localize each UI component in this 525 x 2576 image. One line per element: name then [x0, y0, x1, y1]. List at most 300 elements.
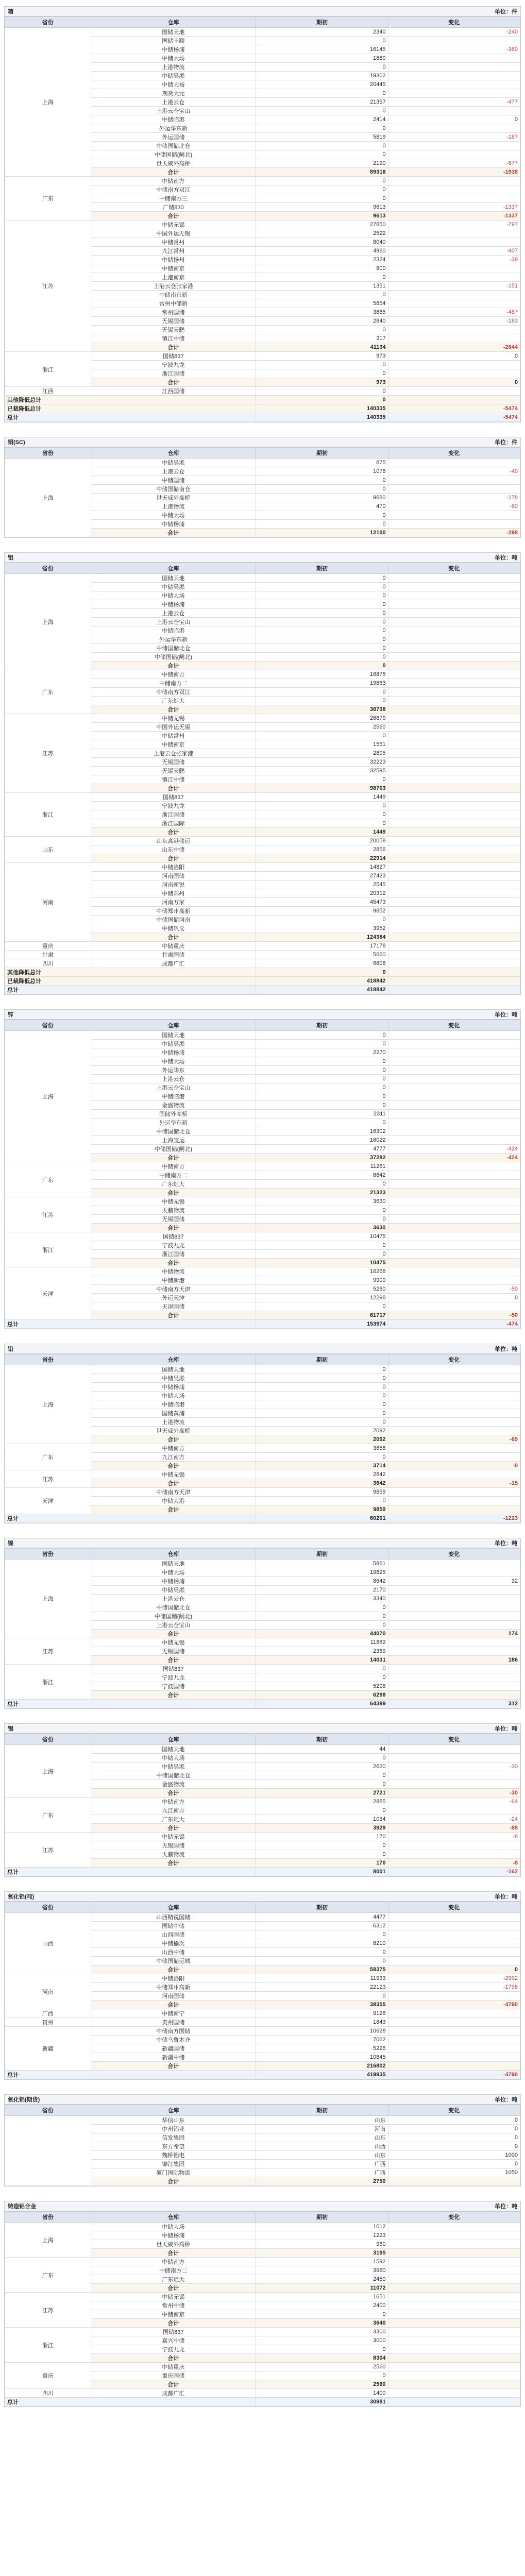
delta-cell — [388, 1302, 520, 1311]
warehouse-cell: 中储国储 — [91, 476, 256, 485]
delta-cell: -298 — [388, 529, 520, 537]
total-label: 总计 — [5, 413, 256, 422]
unit-label: 单位：吨 — [495, 2204, 517, 2210]
qty-cell: 1843 — [256, 2018, 388, 2027]
qty-cell: 0 — [256, 150, 388, 159]
qty-cell: 0 — [256, 361, 388, 369]
warehouse-cell: 镇江中储 — [91, 775, 256, 784]
warehouse-cell: 中储吴淞 — [91, 1374, 256, 1383]
column-header: 省份 — [5, 2212, 91, 2223]
delta-cell — [388, 369, 520, 378]
qty-cell: 0 — [256, 1180, 388, 1189]
region-cell: 江苏 — [5, 1638, 91, 1665]
table-row — [5, 2389, 520, 2398]
qty-cell: 1449 — [256, 828, 388, 837]
warehouse-cell: 中储国储北仓 — [91, 1127, 256, 1136]
warehouse-cell: 国储丰顺 — [91, 37, 256, 45]
qty-cell: 3642 — [256, 1479, 388, 1488]
warehouse-cell: 华信山东 — [91, 2116, 256, 2125]
delta-cell — [388, 1841, 520, 1850]
delta-cell — [388, 238, 520, 247]
delta-cell — [388, 1771, 520, 1780]
subtotal-label: 合计 — [91, 1505, 256, 1514]
qty-cell: 0 — [256, 511, 388, 520]
subtotal-label: 合计 — [91, 1154, 256, 1162]
section — [4, 1723, 521, 1877]
subtotal-label: 合计 — [91, 378, 256, 387]
warehouse-cell: 中储洛阳 — [91, 863, 256, 872]
warehouse-cell: 中储大场 — [91, 591, 256, 600]
qty-cell: 3714 — [256, 1462, 388, 1470]
warehouse-cell: 外运华东新 — [91, 124, 256, 133]
qty-cell: 0 — [256, 1075, 388, 1083]
warehouse-cell: 九江南方 — [91, 1453, 256, 1462]
delta-cell: 1000 — [388, 2151, 520, 2160]
delta-cell — [388, 758, 520, 767]
warehouse-cell: 中储南京新 — [91, 291, 256, 299]
warehouse-cell: 中储国储北仓 — [91, 1603, 256, 1612]
subtotal-label: 合计 — [91, 2062, 256, 2071]
delta-cell — [388, 2240, 520, 2249]
qty-cell: 0 — [256, 273, 388, 282]
table-row — [5, 352, 520, 361]
column-header: 变化 — [388, 2105, 520, 2116]
delta-cell: -5474 — [388, 413, 520, 422]
qty-cell: 0 — [256, 124, 388, 133]
warehouse-cell: 中储物流 — [91, 1267, 256, 1276]
table-header-row — [5, 1902, 520, 1913]
delta-cell — [388, 54, 520, 63]
warehouse-cell: 金盛物流 — [91, 1780, 256, 1789]
warehouse-cell: 中储南方天津 — [91, 1285, 256, 1294]
qty-cell: 16268 — [256, 1267, 388, 1276]
warehouse-cell: 无锡天鹏 — [91, 767, 256, 775]
qty-cell: 0 — [256, 653, 388, 662]
warehouse-cell: 无锡国储 — [91, 1215, 256, 1224]
inventory-table — [5, 16, 520, 422]
warehouse-cell: 世天威外高桥 — [91, 494, 256, 502]
table-row — [5, 1444, 520, 1453]
qty-cell: 0 — [256, 1118, 388, 1127]
warehouse-cell: 中储榆次 — [91, 1939, 256, 1948]
warehouse-cell: 浙江国储 — [91, 1250, 256, 1259]
warehouse-cell: 中储临港 — [91, 1092, 256, 1101]
delta-cell — [388, 2177, 520, 2186]
region-cell: 山东 — [5, 837, 91, 863]
qty-cell: 山西 — [256, 2142, 388, 2151]
qty-cell: 0 — [256, 1066, 388, 1075]
warehouse-cell: 无锡国储 — [91, 1841, 256, 1850]
qty-cell: 10845 — [256, 2053, 388, 2062]
qty-cell: 37282 — [256, 1154, 388, 1162]
warehouse-cell: 上港云仓 — [91, 98, 256, 107]
inventory-table — [5, 1548, 520, 1708]
qty-cell: 2324 — [256, 256, 388, 264]
warehouse-cell: 中储新港 — [91, 1276, 256, 1285]
inventory-table — [5, 2211, 520, 2406]
table-row — [5, 2223, 520, 2231]
region-cell: 天津 — [5, 1488, 91, 1514]
delta-cell — [388, 1444, 520, 1453]
delta-cell: 0 — [388, 2116, 520, 2125]
region-cell: 天津 — [5, 1267, 91, 1320]
extra-total-row — [5, 968, 520, 977]
delta-cell — [388, 2036, 520, 2044]
delta-cell — [388, 1075, 520, 1083]
delta-cell — [388, 1267, 520, 1276]
section-header — [5, 1538, 520, 1548]
warehouse-cell: 新疆中储 — [91, 2053, 256, 2062]
warehouse-cell: 中储国储(闸北) — [91, 1145, 256, 1154]
qty-cell: 0 — [256, 2310, 388, 2319]
column-header: 仓库 — [91, 2212, 256, 2223]
column-header: 期初 — [256, 448, 388, 459]
delta-cell: -407 — [388, 247, 520, 256]
warehouse-cell: 中储国储南仓 — [91, 485, 256, 494]
delta-cell — [388, 977, 520, 986]
delta-cell — [388, 1171, 520, 1180]
delta-cell — [388, 2389, 520, 2398]
delta-cell: -1337 — [388, 203, 520, 212]
column-header: 仓库 — [91, 448, 256, 459]
total-label: 总计 — [5, 2071, 256, 2079]
delta-cell — [388, 863, 520, 872]
delta-cell — [388, 72, 520, 80]
warehouse-cell: 中储无锡 — [91, 1470, 256, 1479]
section — [4, 437, 521, 538]
warehouse-cell: 上港物流 — [91, 1418, 256, 1427]
qty-cell: 1223 — [256, 2231, 388, 2240]
column-header: 变化 — [388, 2212, 520, 2223]
region-cell: 上海 — [5, 1745, 91, 1798]
qty-cell: 800 — [256, 264, 388, 273]
delta-cell — [388, 150, 520, 159]
warehouse-cell: 宁波九龙 — [91, 802, 256, 810]
column-header: 变化 — [388, 448, 520, 459]
delta-cell — [388, 2398, 520, 2406]
warehouse-cell: 中储临港 — [91, 626, 256, 635]
warehouse-cell: 新疆国储 — [91, 2044, 256, 2053]
delta-cell — [388, 1418, 520, 1427]
delta-cell: 32 — [388, 1577, 520, 1586]
subtotal-label: 合计 — [91, 1789, 256, 1798]
warehouse-cell: 嘉兴中储 — [91, 2336, 256, 2345]
qty-cell: 60201 — [256, 1514, 388, 1523]
qty-cell: 0 — [256, 626, 388, 635]
warehouse-cell: 中储大场 — [91, 1568, 256, 1577]
warehouse-cell: 中储国储运城 — [91, 1957, 256, 1965]
delta-cell — [388, 1189, 520, 1197]
delta-cell — [388, 1083, 520, 1092]
qty-cell: 140335 — [256, 413, 388, 422]
subtotal-label: 合计 — [91, 212, 256, 221]
qty-cell: 419935 — [256, 2071, 388, 2079]
table-row — [5, 2018, 520, 2027]
delta-cell — [388, 1092, 520, 1101]
section-header — [5, 2095, 520, 2105]
subtotal-label: 合计 — [91, 1311, 256, 1320]
delta-cell — [388, 653, 520, 662]
region-cell: 四川 — [5, 959, 91, 968]
warehouse-cell: 中储重庆 — [91, 942, 256, 951]
warehouse-cell: 中储南京 — [91, 264, 256, 273]
warehouse-cell: 天津国储 — [91, 1302, 256, 1311]
warehouse-cell: 金盛物流 — [91, 1101, 256, 1110]
qty-cell: 2414 — [256, 115, 388, 124]
warehouse-cell: 外运天津 — [91, 1294, 256, 1302]
warehouse-cell: 中储吴淞 — [91, 1586, 256, 1595]
qty-cell: 317 — [256, 334, 388, 343]
warehouse-cell: 中储国储(闸北) — [91, 150, 256, 159]
subtotal-label: 合计 — [91, 2284, 256, 2293]
delta-cell — [388, 2062, 520, 2071]
qty-cell: 9852 — [256, 907, 388, 916]
column-header: 仓库 — [91, 1734, 256, 1745]
qty-cell: 0 — [256, 1453, 388, 1462]
qty-cell: 0 — [256, 1930, 388, 1939]
qty-cell: 153974 — [256, 1320, 388, 1329]
delta-cell — [388, 1127, 520, 1136]
warehouse-cell: 中储扬州 — [91, 256, 256, 264]
warehouse-cell: 上港云仓宝山 — [91, 1083, 256, 1092]
delta-cell — [388, 1673, 520, 1682]
qty-cell: 8040 — [256, 238, 388, 247]
inventory-table — [5, 447, 520, 537]
warehouse-cell: 上港物流 — [91, 502, 256, 511]
qty-cell: 14827 — [256, 863, 388, 872]
table-row — [5, 714, 520, 723]
delta-cell — [388, 2231, 520, 2240]
warehouse-cell: 国储837 — [91, 1232, 256, 1241]
table-header-row — [5, 448, 520, 459]
subtotal-label: 合计 — [91, 1859, 256, 1868]
delta-cell: -50 — [388, 1311, 520, 1320]
delta-cell — [388, 1595, 520, 1603]
delta-cell — [388, 2027, 520, 2036]
delta-cell: -1223 — [388, 1514, 520, 1523]
warehouse-cell: 上港云仓宝山 — [91, 1621, 256, 1630]
inventory-table — [5, 1734, 520, 1876]
qty-cell: 9613 — [256, 212, 388, 221]
column-header: 仓库 — [91, 1020, 256, 1031]
qty-cell: 0 — [256, 1365, 388, 1374]
table-row — [5, 1162, 520, 1171]
warehouse-cell: 中储南方二 — [91, 1171, 256, 1180]
delta-cell — [388, 1066, 520, 1075]
delta-cell: -1337 — [388, 212, 520, 221]
region-cell: 广东 — [5, 1798, 91, 1833]
warehouse-cell: 中储大场 — [91, 511, 256, 520]
qty-cell: 1651 — [256, 2293, 388, 2301]
delta-cell: 312 — [388, 1700, 520, 1708]
qty-cell: 3865 — [256, 308, 388, 317]
region-cell: 江苏 — [5, 221, 91, 352]
warehouse-cell: 中储大杨 — [91, 80, 256, 89]
qty-cell: 16022 — [256, 1136, 388, 1145]
delta-cell — [388, 2345, 520, 2354]
column-header: 变化 — [388, 563, 520, 574]
qty-cell: 4777 — [256, 1145, 388, 1154]
subtotal-label: 合计 — [91, 854, 256, 863]
subtotal-label: 合计 — [91, 343, 256, 352]
qty-cell: 2560 — [256, 2363, 388, 2371]
delta-cell — [388, 767, 520, 775]
warehouse-cell: 中储南方双江 — [91, 185, 256, 194]
warehouse-cell: 中储郑州高新 — [91, 1983, 256, 1992]
subtotal-label: 合计 — [91, 1462, 256, 1470]
table-row — [5, 1031, 520, 1040]
delta-cell — [388, 1180, 520, 1189]
delta-cell — [388, 1250, 520, 1259]
warehouse-cell: 中储大场 — [91, 1392, 256, 1400]
qty-cell: 8642 — [256, 1171, 388, 1180]
section-title: 锌 — [8, 1012, 13, 1018]
delta-cell — [388, 889, 520, 898]
delta-cell — [388, 662, 520, 670]
section-header — [5, 1010, 520, 1020]
region-cell: 贵州 — [5, 2018, 91, 2027]
table-row — [5, 387, 520, 396]
delta-cell — [388, 600, 520, 609]
qty-cell: 0 — [256, 107, 388, 115]
qty-cell: 61717 — [256, 1311, 388, 1320]
warehouse-cell: 中储国储河南 — [91, 916, 256, 924]
section — [4, 1009, 521, 1329]
warehouse-cell: 山西中储 — [91, 1948, 256, 1957]
qty-cell: 0 — [256, 1215, 388, 1224]
qty-cell: 0 — [256, 185, 388, 194]
section — [4, 2201, 521, 2407]
warehouse-cell: 河南国储 — [91, 872, 256, 880]
subtotal-label: 合计 — [91, 1656, 256, 1665]
delta-cell — [388, 2249, 520, 2258]
delta-cell — [388, 1224, 520, 1232]
delta-cell — [388, 1400, 520, 1409]
column-header: 仓库 — [91, 1902, 256, 1913]
delta-cell — [388, 1040, 520, 1048]
qty-cell: 0 — [256, 1392, 388, 1400]
qty-cell: 0 — [256, 177, 388, 185]
column-header: 仓库 — [91, 17, 256, 28]
delta-cell: -183 — [388, 317, 520, 326]
warehouse-cell: 中储大场 — [91, 1057, 256, 1066]
qty-cell: 0 — [256, 387, 388, 396]
warehouse-cell: 世天威外高桥 — [91, 159, 256, 168]
warehouse-cell: 中储国储(闸北) — [91, 653, 256, 662]
delta-cell: -40 — [388, 467, 520, 476]
inventory-table — [5, 1354, 520, 1523]
qty-cell: 0 — [256, 1418, 388, 1427]
qty-cell: 8304 — [256, 2354, 388, 2363]
qty-cell: 11882 — [256, 1638, 388, 1647]
subtotal-label: 合计 — [91, 828, 256, 837]
table-row — [5, 2027, 520, 2036]
delta-cell — [388, 1780, 520, 1789]
warehouse-cell: 中储大场 — [91, 2223, 256, 2231]
qty-cell: 0 — [256, 1850, 388, 1859]
section-header — [5, 7, 520, 16]
delta-cell — [388, 2319, 520, 2328]
qty-cell: 0 — [256, 1400, 388, 1409]
table-row — [5, 1974, 520, 1983]
warehouse-cell: 中储吴淞 — [91, 1040, 256, 1048]
qty-cell: 0 — [256, 1806, 388, 1815]
warehouse-cell: 外运国储 — [91, 133, 256, 142]
delta-cell — [388, 291, 520, 299]
warehouse-cell: 期货大元 — [91, 89, 256, 98]
delta-cell: -360 — [388, 45, 520, 54]
warehouse-cell: 中储国储北仓 — [91, 142, 256, 150]
qty-cell: 20445 — [256, 80, 388, 89]
column-header: 省份 — [5, 1549, 91, 1560]
warehouse-cell: 上港南京 — [91, 273, 256, 282]
region-cell: 广东 — [5, 670, 91, 714]
unit-label: 单位：吨 — [495, 2097, 517, 2103]
warehouse-cell: 山西国储 — [91, 1930, 256, 1939]
delta-cell — [388, 679, 520, 688]
column-header: 期初 — [256, 563, 388, 574]
warehouse-cell: 外运华东 — [91, 1066, 256, 1075]
table-row — [5, 1560, 520, 1568]
delta-cell: -424 — [388, 1145, 520, 1154]
warehouse-cell: 国储天地 — [91, 1365, 256, 1374]
qty-cell: 0 — [256, 732, 388, 740]
warehouse-cell: 上港云仓宝山 — [91, 107, 256, 115]
subtotal-label: 合计 — [91, 662, 256, 670]
table-row — [5, 28, 520, 37]
subtotal-label: 合计 — [91, 2249, 256, 2258]
qty-cell: 1076 — [256, 467, 388, 476]
delta-cell: 0 — [388, 2160, 520, 2168]
delta-cell: 0 — [388, 1965, 520, 1974]
warehouse-cell: 中储南方国储 — [91, 2027, 256, 2036]
delta-cell: -24 — [388, 1815, 520, 1824]
region-cell: 重庆 — [5, 2363, 91, 2389]
qty-cell: 0 — [256, 635, 388, 644]
qty-cell: 0 — [256, 89, 388, 98]
qty-cell: 2545 — [256, 880, 388, 889]
column-header: 期初 — [256, 1354, 388, 1365]
total-row — [5, 413, 520, 422]
region-cell: 上海 — [5, 28, 91, 177]
total-label: 总计 — [5, 1320, 256, 1329]
table-header-row — [5, 2212, 520, 2223]
delta-cell — [388, 2009, 520, 2018]
warehouse-cell: 常州中储 — [91, 2301, 256, 2310]
qty-cell: 19302 — [256, 72, 388, 80]
delta-cell — [388, 618, 520, 626]
delta-cell — [388, 697, 520, 705]
delta-cell — [388, 1922, 520, 1930]
warehouse-cell: 中储南京 — [91, 2310, 256, 2319]
warehouse-cell: 信发集团 — [91, 2133, 256, 2142]
delta-cell — [388, 898, 520, 907]
region-cell: 上海 — [5, 1560, 91, 1638]
unit-label: 单位：吨 — [495, 1012, 517, 1018]
section-header — [5, 2201, 520, 2211]
qty-cell: 0 — [256, 583, 388, 591]
qty-cell: 0 — [256, 1250, 388, 1259]
qty-cell: 16302 — [256, 1127, 388, 1136]
section-title: 铝 — [8, 555, 13, 561]
qty-cell: 8001 — [256, 1868, 388, 1876]
column-header: 期初 — [256, 1734, 388, 1745]
section-title: 铅 — [8, 1346, 13, 1352]
table-header-row — [5, 2105, 520, 2116]
qty-cell: 11072 — [256, 2284, 388, 2293]
qty-cell: 广西 — [256, 2168, 388, 2177]
warehouse-cell: 中储无锡 — [91, 1833, 256, 1841]
